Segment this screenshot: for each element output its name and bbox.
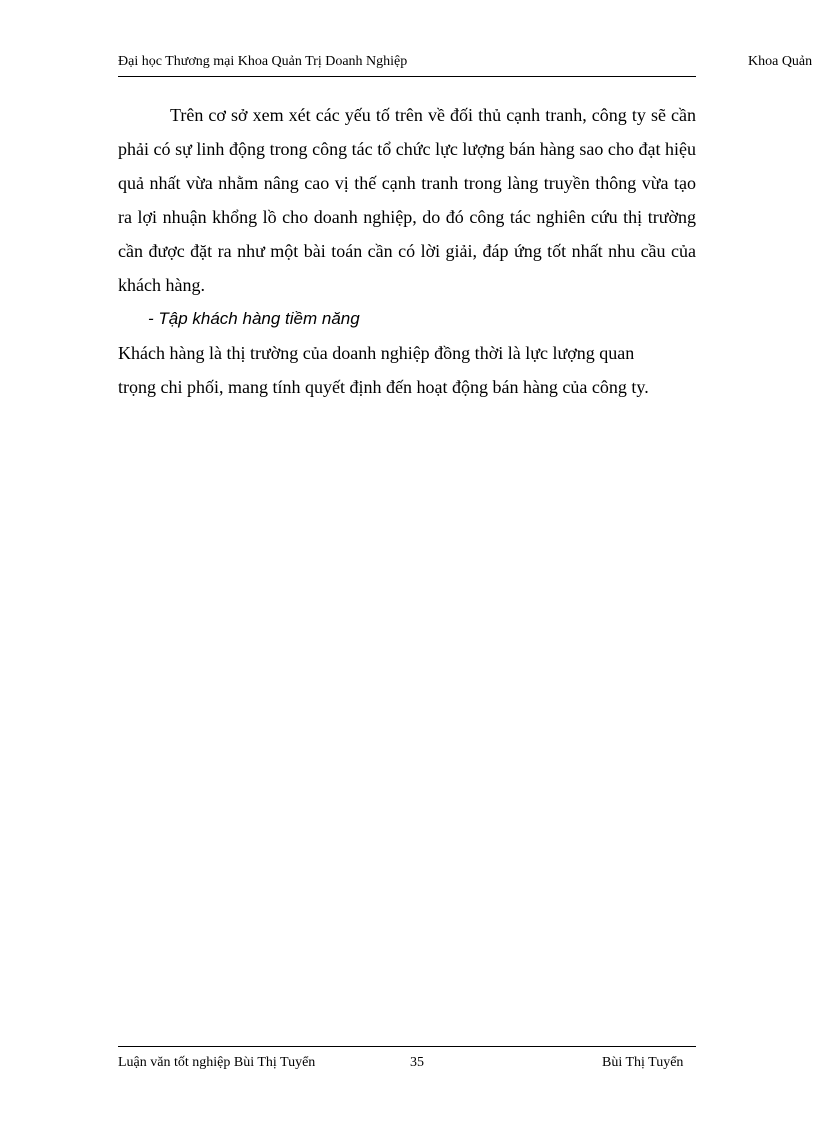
- footer-divider: [118, 1046, 696, 1047]
- section-subheading: - Tập khách hàng tiềm năng: [148, 309, 360, 328]
- footer-left-text: Luận văn tốt nghiệp Bùi Thị Tuyển: [118, 1055, 316, 1070]
- body-line: Khách hàng là thị trường của doanh nghiệp đồng thời là lực lượng quan: [118, 343, 635, 363]
- body-line: trọng chi phối, mang tính quyết định đến hoạt động bán hàng của công ty.: [118, 377, 649, 397]
- page-number: 35: [410, 1055, 424, 1070]
- header-divider: [118, 76, 696, 77]
- header-right-text: Khoa Quản: [748, 54, 813, 69]
- page-body: [118, 98, 696, 404]
- footer-right-text: Bùi Thị Tuyển: [602, 1055, 684, 1070]
- header-left-text: Đại học Thương mại Khoa Quản Trị Doanh Nghiệp: [118, 54, 408, 69]
- body-paragraph: Trên cơ sở xem xét các yếu tố trên về đối thủ cạnh tranh, công ty sẽ cần phải có sự linh động trong công tác tổ chức lực lượng bán hàng sao cho đạt hiệu quả nhất vừa nhằm nâng cao vị thế cạnh tranh trong làng truyền thông vừa tạo ra lợi nhuận khổng lồ cho doanh nghiệp, do đó công tác nghiên cứu thị trường cần được đặt ra như một bài toán cần có lời giải, đáp ứng tốt nhất nhu cầu của khách hàng.: [118, 105, 696, 295]
